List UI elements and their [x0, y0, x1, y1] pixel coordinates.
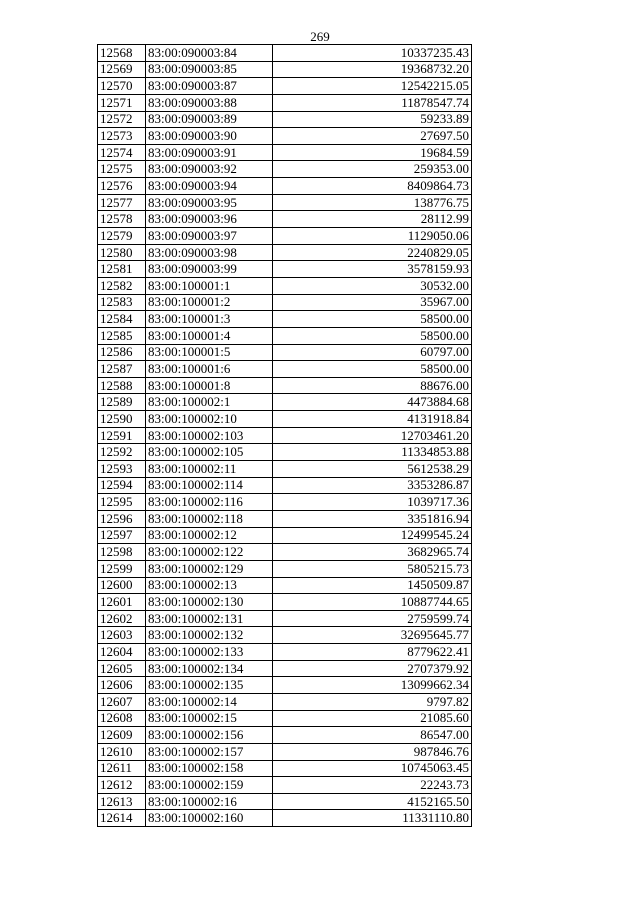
cadastral-value-cell: 19684.59	[273, 144, 472, 161]
cadastral-number-cell: 83:00:100002:11	[146, 461, 273, 478]
row-number-cell: 12600	[98, 577, 146, 594]
cadastral-value-cell: 30532.00	[273, 277, 472, 294]
table-row	[98, 327, 472, 344]
table-row	[98, 777, 472, 794]
cadastral-number-cell: 83:00:100001:1	[146, 277, 273, 294]
table-row	[98, 411, 472, 428]
cadastral-number-cell: 83:00:090003:99	[146, 261, 273, 278]
cadastral-value-cell: 12499545.24	[273, 527, 472, 544]
table-row	[98, 344, 472, 361]
cadastral-value-cell: 10337235.43	[273, 45, 472, 62]
cadastral-value-cell: 10887744.65	[273, 594, 472, 611]
cadastral-number-cell: 83:00:100002:158	[146, 760, 273, 777]
table-row	[98, 128, 472, 145]
cadastral-number-cell: 83:00:100002:114	[146, 477, 273, 494]
cadastral-number-cell: 83:00:090003:95	[146, 194, 273, 211]
row-number-cell: 12585	[98, 327, 146, 344]
table-body	[98, 45, 472, 827]
table-row	[98, 627, 472, 644]
cadastral-number-cell: 83:00:100002:132	[146, 627, 273, 644]
row-number-cell: 12586	[98, 344, 146, 361]
cadastral-number-cell: 83:00:090003:97	[146, 228, 273, 245]
cadastral-number-cell: 83:00:100002:15	[146, 710, 273, 727]
row-number-cell: 12597	[98, 527, 146, 544]
row-number-cell: 12581	[98, 261, 146, 278]
cadastral-value-cell: 2240829.05	[273, 244, 472, 261]
cadastral-number-cell: 83:00:090003:91	[146, 144, 273, 161]
cadastral-value-cell: 86547.00	[273, 727, 472, 744]
row-number-cell: 12590	[98, 411, 146, 428]
row-number-cell: 12593	[98, 461, 146, 478]
cadastral-value-cell: 22243.73	[273, 777, 472, 794]
row-number-cell: 12612	[98, 777, 146, 794]
cadastral-value-cell: 2759599.74	[273, 610, 472, 627]
table-row	[98, 677, 472, 694]
cadastral-number-cell: 83:00:090003:98	[146, 244, 273, 261]
cadastral-number-cell: 83:00:090003:96	[146, 211, 273, 228]
table-row	[98, 194, 472, 211]
table-row	[98, 461, 472, 478]
table-row	[98, 544, 472, 561]
row-number-cell: 12609	[98, 727, 146, 744]
cadastral-value-cell: 21085.60	[273, 710, 472, 727]
row-number-cell: 12575	[98, 161, 146, 178]
row-number-cell: 12569	[98, 61, 146, 78]
cadastral-number-cell: 83:00:100002:12	[146, 527, 273, 544]
row-number-cell: 12596	[98, 510, 146, 527]
cadastral-number-cell: 83:00:100001:4	[146, 327, 273, 344]
row-number-cell: 12594	[98, 477, 146, 494]
row-number-cell: 12592	[98, 444, 146, 461]
table-row	[98, 444, 472, 461]
row-number-cell: 12584	[98, 311, 146, 328]
cadastral-value-cell: 32695645.77	[273, 627, 472, 644]
cadastral-value-cell: 1039717.36	[273, 494, 472, 511]
table-row	[98, 144, 472, 161]
table-row	[98, 743, 472, 760]
cadastral-value-cell: 60797.00	[273, 344, 472, 361]
cadastral-number-cell: 83:00:100002:160	[146, 810, 273, 827]
row-number-cell: 12599	[98, 560, 146, 577]
cadastral-number-cell: 83:00:090003:88	[146, 94, 273, 111]
row-number-cell: 12607	[98, 693, 146, 710]
cadastral-number-cell: 83:00:100001:2	[146, 294, 273, 311]
cadastral-value-cell: 35967.00	[273, 294, 472, 311]
cadastral-value-cell: 2707379.92	[273, 660, 472, 677]
row-number-cell: 12571	[98, 94, 146, 111]
cadastral-value-cell: 987846.76	[273, 743, 472, 760]
table-row	[98, 810, 472, 827]
table-row	[98, 494, 472, 511]
row-number-cell: 12614	[98, 810, 146, 827]
table-row	[98, 660, 472, 677]
cadastral-value-cell: 9797.82	[273, 693, 472, 710]
row-number-cell: 12573	[98, 128, 146, 145]
cadastral-number-cell: 83:00:100002:103	[146, 427, 273, 444]
table-row	[98, 277, 472, 294]
cadastral-number-cell: 83:00:100001:3	[146, 311, 273, 328]
cadastral-number-cell: 83:00:090003:87	[146, 78, 273, 95]
table-row	[98, 261, 472, 278]
cadastral-value-cell: 3682965.74	[273, 544, 472, 561]
cadastral-number-cell: 83:00:100002:134	[146, 660, 273, 677]
cadastral-value-cell: 19368732.20	[273, 61, 472, 78]
cadastral-number-cell: 83:00:090003:84	[146, 45, 273, 62]
table-row	[98, 377, 472, 394]
cadastral-number-cell: 83:00:100002:116	[146, 494, 273, 511]
row-number-cell: 12606	[98, 677, 146, 694]
row-number-cell: 12583	[98, 294, 146, 311]
table-row	[98, 94, 472, 111]
table-row	[98, 211, 472, 228]
cadastral-value-cell: 8409864.73	[273, 178, 472, 195]
table-row	[98, 710, 472, 727]
cadastral-number-cell: 83:00:100002:13	[146, 577, 273, 594]
row-number-cell: 12570	[98, 78, 146, 95]
cadastral-value-cell: 59233.89	[273, 111, 472, 128]
table-row	[98, 510, 472, 527]
row-number-cell: 12591	[98, 427, 146, 444]
cadastral-number-cell: 83:00:100002:129	[146, 560, 273, 577]
row-number-cell: 12582	[98, 277, 146, 294]
table-row	[98, 594, 472, 611]
row-number-cell: 12595	[98, 494, 146, 511]
cadastral-number-cell: 83:00:100002:156	[146, 727, 273, 744]
table-row	[98, 78, 472, 95]
table-row	[98, 228, 472, 245]
row-number-cell: 12588	[98, 377, 146, 394]
cadastral-value-cell: 27697.50	[273, 128, 472, 145]
row-number-cell: 12580	[98, 244, 146, 261]
row-number-cell: 12574	[98, 144, 146, 161]
cadastral-value-cell: 4152165.50	[273, 793, 472, 810]
table-row	[98, 727, 472, 744]
row-number-cell: 12610	[98, 743, 146, 760]
cadastral-number-cell: 83:00:100002:133	[146, 644, 273, 661]
table-row	[98, 178, 472, 195]
row-number-cell: 12604	[98, 644, 146, 661]
table-row	[98, 394, 472, 411]
table-row	[98, 244, 472, 261]
cadastral-value-cell: 11878547.74	[273, 94, 472, 111]
table-row	[98, 693, 472, 710]
cadastral-value-cell: 11334853.88	[273, 444, 472, 461]
cadastral-number-cell: 83:00:100002:157	[146, 743, 273, 760]
table-row	[98, 361, 472, 378]
row-number-cell: 12598	[98, 544, 146, 561]
cadastral-number-cell: 83:00:100002:16	[146, 793, 273, 810]
row-number-cell: 12578	[98, 211, 146, 228]
cadastral-number-cell: 83:00:090003:90	[146, 128, 273, 145]
row-number-cell: 12576	[98, 178, 146, 195]
cadastral-value-cell: 58500.00	[273, 361, 472, 378]
table-row	[98, 61, 472, 78]
cadastral-number-cell: 83:00:100002:122	[146, 544, 273, 561]
cadastral-value-cell: 3578159.93	[273, 261, 472, 278]
cadastral-value-cell: 4473884.68	[273, 394, 472, 411]
row-number-cell: 12608	[98, 710, 146, 727]
cadastral-value-cell: 13099662.34	[273, 677, 472, 694]
cadastral-value-cell: 12542215.05	[273, 78, 472, 95]
cadastral-value-cell: 28112.99	[273, 211, 472, 228]
row-number-cell: 12572	[98, 111, 146, 128]
cadastral-value-cell: 12703461.20	[273, 427, 472, 444]
table-row	[98, 527, 472, 544]
table-row	[98, 45, 472, 62]
row-number-cell: 12568	[98, 45, 146, 62]
row-number-cell: 12611	[98, 760, 146, 777]
row-number-cell: 12613	[98, 793, 146, 810]
table-row	[98, 577, 472, 594]
table-row	[98, 560, 472, 577]
table-row	[98, 294, 472, 311]
table-row	[98, 111, 472, 128]
cadastral-value-cell: 4131918.84	[273, 411, 472, 428]
cadastral-number-cell: 83:00:100002:10	[146, 411, 273, 428]
row-number-cell: 12579	[98, 228, 146, 245]
cadastral-value-cell: 5805215.73	[273, 560, 472, 577]
cadastral-value-cell: 259353.00	[273, 161, 472, 178]
cadastral-value-cell: 1450509.87	[273, 577, 472, 594]
cadastral-value-cell: 138776.75	[273, 194, 472, 211]
cadastral-number-cell: 83:00:090003:92	[146, 161, 273, 178]
cadastral-number-cell: 83:00:100002:105	[146, 444, 273, 461]
cadastral-number-cell: 83:00:100002:14	[146, 693, 273, 710]
row-number-cell: 12577	[98, 194, 146, 211]
row-number-cell: 12602	[98, 610, 146, 627]
table-row	[98, 477, 472, 494]
table-row	[98, 161, 472, 178]
cadastral-value-cell: 5612538.29	[273, 461, 472, 478]
cadastral-number-cell: 83:00:100002:131	[146, 610, 273, 627]
cadastral-number-cell: 83:00:100001:5	[146, 344, 273, 361]
cadastral-number-cell: 83:00:100002:1	[146, 394, 273, 411]
cadastral-number-cell: 83:00:100002:159	[146, 777, 273, 794]
table-row	[98, 760, 472, 777]
cadastral-value-cell: 58500.00	[273, 311, 472, 328]
cadastral-value-table	[97, 44, 472, 827]
cadastral-number-cell: 83:00:090003:85	[146, 61, 273, 78]
page-number: 269	[310, 29, 330, 44]
row-number-cell: 12589	[98, 394, 146, 411]
row-number-cell: 12587	[98, 361, 146, 378]
cadastral-number-cell: 83:00:100002:130	[146, 594, 273, 611]
cadastral-number-cell: 83:00:090003:94	[146, 178, 273, 195]
cadastral-value-cell: 3351816.94	[273, 510, 472, 527]
cadastral-value-cell: 3353286.87	[273, 477, 472, 494]
row-number-cell: 12601	[98, 594, 146, 611]
cadastral-value-cell: 88676.00	[273, 377, 472, 394]
table-row	[98, 311, 472, 328]
cadastral-value-cell: 58500.00	[273, 327, 472, 344]
table-row	[98, 427, 472, 444]
cadastral-value-cell: 8779622.41	[273, 644, 472, 661]
cadastral-number-cell: 83:00:100002:118	[146, 510, 273, 527]
cadastral-number-cell: 83:00:100002:135	[146, 677, 273, 694]
cadastral-number-cell: 83:00:090003:89	[146, 111, 273, 128]
row-number-cell: 12605	[98, 660, 146, 677]
cadastral-number-cell: 83:00:100001:8	[146, 377, 273, 394]
row-number-cell: 12603	[98, 627, 146, 644]
table-row	[98, 793, 472, 810]
table-row	[98, 610, 472, 627]
cadastral-value-cell: 10745063.45	[273, 760, 472, 777]
table-row	[98, 644, 472, 661]
cadastral-value-cell: 1129050.06	[273, 228, 472, 245]
cadastral-value-cell: 11331110.80	[273, 810, 472, 827]
cadastral-number-cell: 83:00:100001:6	[146, 361, 273, 378]
